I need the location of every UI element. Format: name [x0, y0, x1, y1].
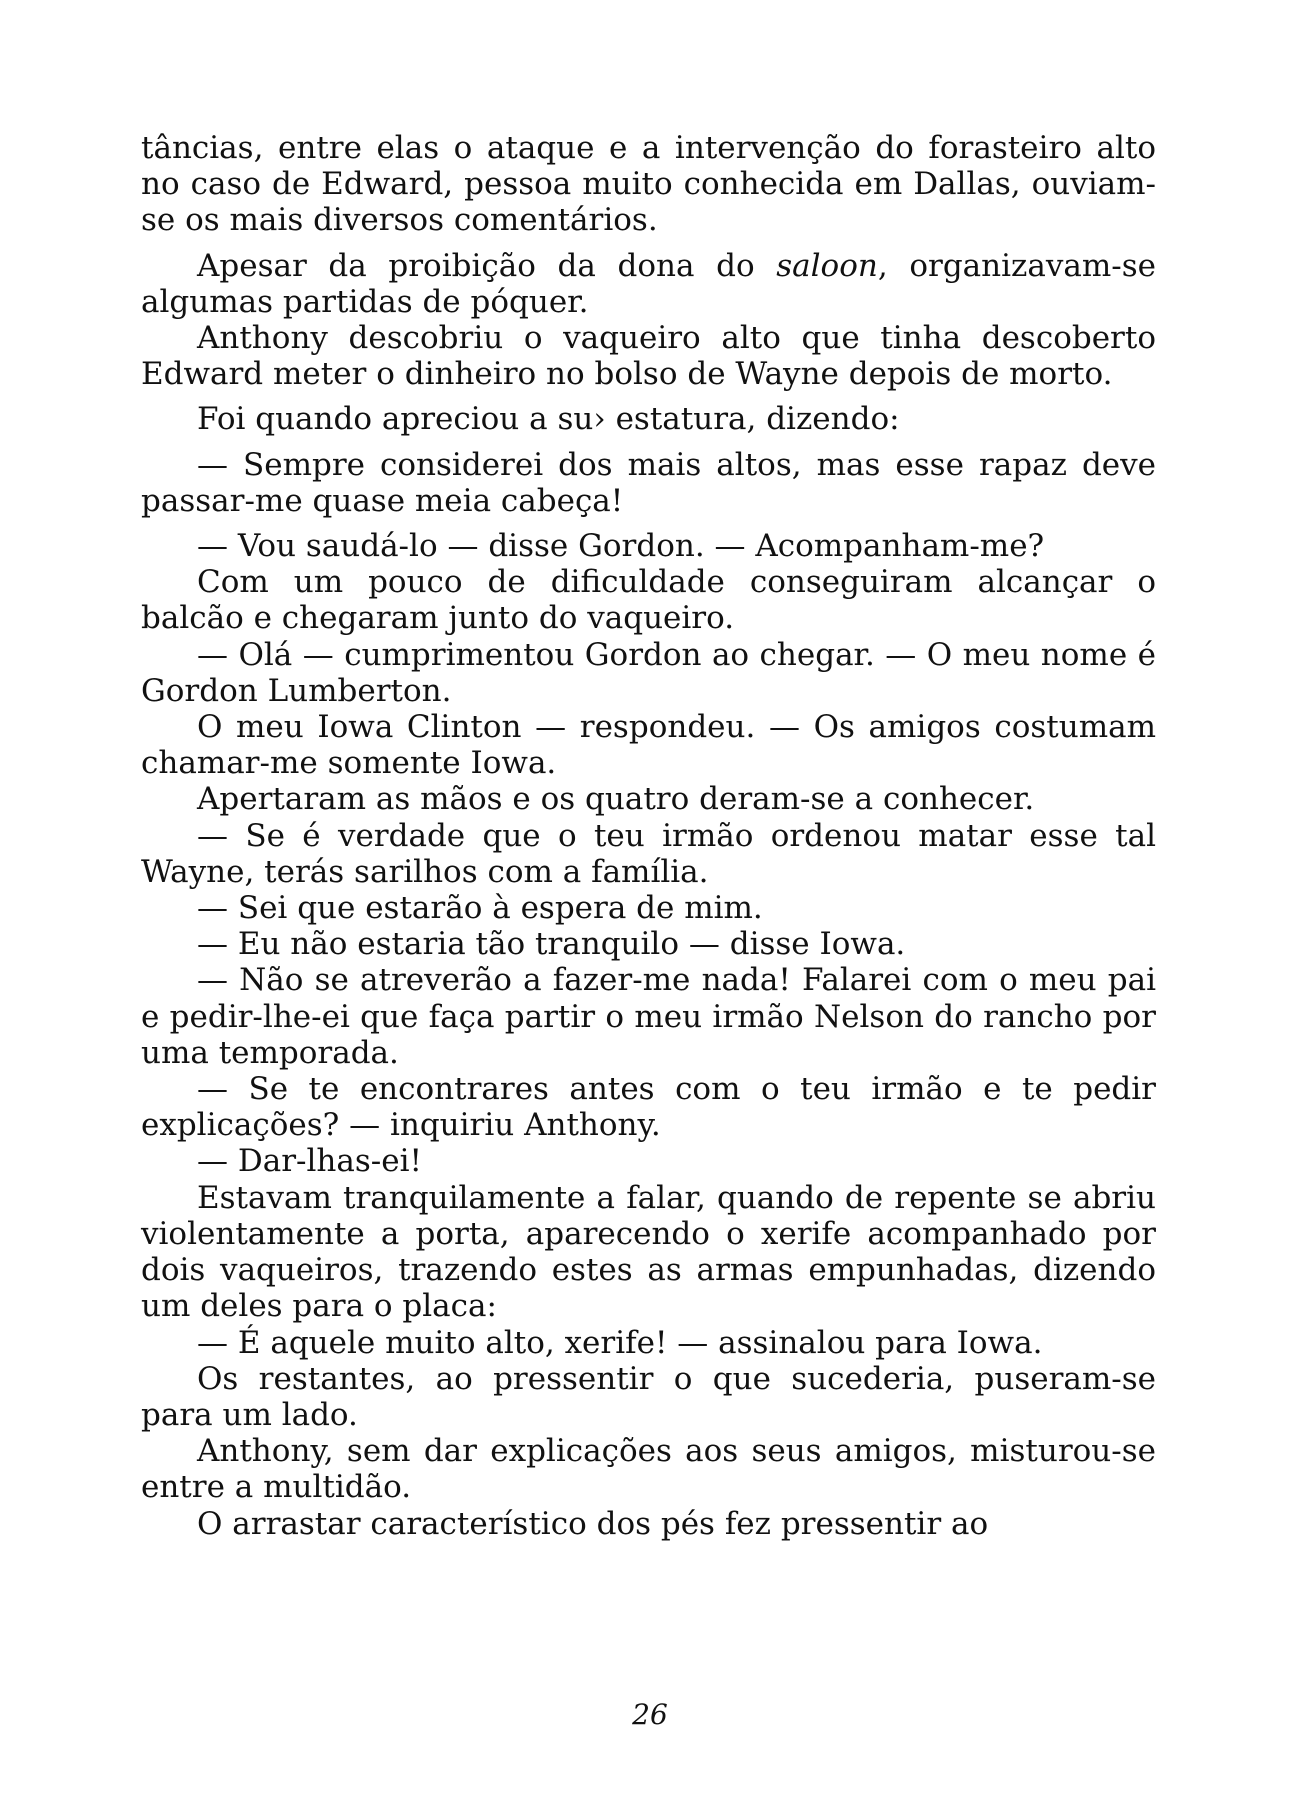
italic-word: saloon: [776, 247, 878, 284]
paragraph: — Sei que estarão à espera de mim.: [197, 890, 763, 927]
body-text: [141, 130, 1156, 1542]
paragraph: Anthony, sem dar explicações aos seus amigos, misturou-se entre a multidão.: [141, 1433, 1156, 1506]
page-number: 26: [632, 1698, 668, 1731]
paragraph: tâncias, entre elas o ataque e a intervenção do forasteiro alto no caso de Edward, pessoa muito conhecida em Dallas, ouviam-se os mais diversos comentários.: [141, 130, 1156, 239]
paragraph: O arrastar característico dos pés fez pressentir ao: [197, 1505, 989, 1542]
paragraph: Apesar da proibição da dona do saloon, organizavam-se algumas partidas de póquer.: [141, 247, 1156, 320]
paragraph: — Se é verdade que o teu irmão ordenou matar esse tal Wayne, terás sarilhos com a família.: [141, 817, 1156, 890]
paragraph: Estavam tranquilamente a falar, quando de repente se abriu violentamente a porta, aparecendo o xerife acompanhado por dois vaqueiros, trazendo estes as armas empunhadas, dizendo um deles para o placa:: [141, 1179, 1156, 1325]
paragraph: O meu Iowa Clinton — respondeu. — Os amigos costumam chamar-me somente Iowa.: [141, 709, 1156, 782]
paragraph: Apertaram as mãos e os quatro deram-se a conhecer.: [197, 781, 1035, 818]
paragraph: — É aquele muito alto, xerife! — assinalou para Iowa.: [197, 1324, 1043, 1361]
paragraph: — Eu não estaria tão tranquilo — disse Iowa.: [197, 926, 906, 963]
paragraph: — Olá — cumprimentou Gordon ao chegar. — O meu nome é Gordon Lumberton.: [141, 636, 1156, 709]
paragraph: Com um pouco de dificuldade conseguiram alcançar o balcão e chegaram junto do vaqueiro.: [141, 564, 1156, 637]
paragraph: Foi quando apreciou a su› estatura, dizendo:: [197, 401, 900, 438]
paragraph: — Dar-lhas-ei!: [197, 1143, 422, 1180]
paragraph: Os restantes, ao pressentir o que sucederia, puseram-se para um lado.: [141, 1360, 1156, 1433]
paragraph: — Não se atreverão a fazer-me nada! Falarei com o meu pai e pedir-lhe-ei que faça partir o meu irmão Nelson do rancho por uma temporada.: [141, 962, 1156, 1071]
paragraph: — Vou saudá-lo — disse Gordon. — Acompanham-me?: [197, 528, 1045, 565]
paragraph: — Se te encontrares antes com o teu irmão e te pedir explicações? — inquiriu Anthony.: [141, 1071, 1156, 1144]
paragraph: Anthony descobriu o vaqueiro alto que tinha descoberto Edward meter o dinheiro no bolso de Wayne depois de morto.: [141, 320, 1156, 393]
paragraph: — Sempre considerei dos mais altos, mas esse rapaz deve passar-me quase meia cabeça!: [141, 446, 1156, 519]
